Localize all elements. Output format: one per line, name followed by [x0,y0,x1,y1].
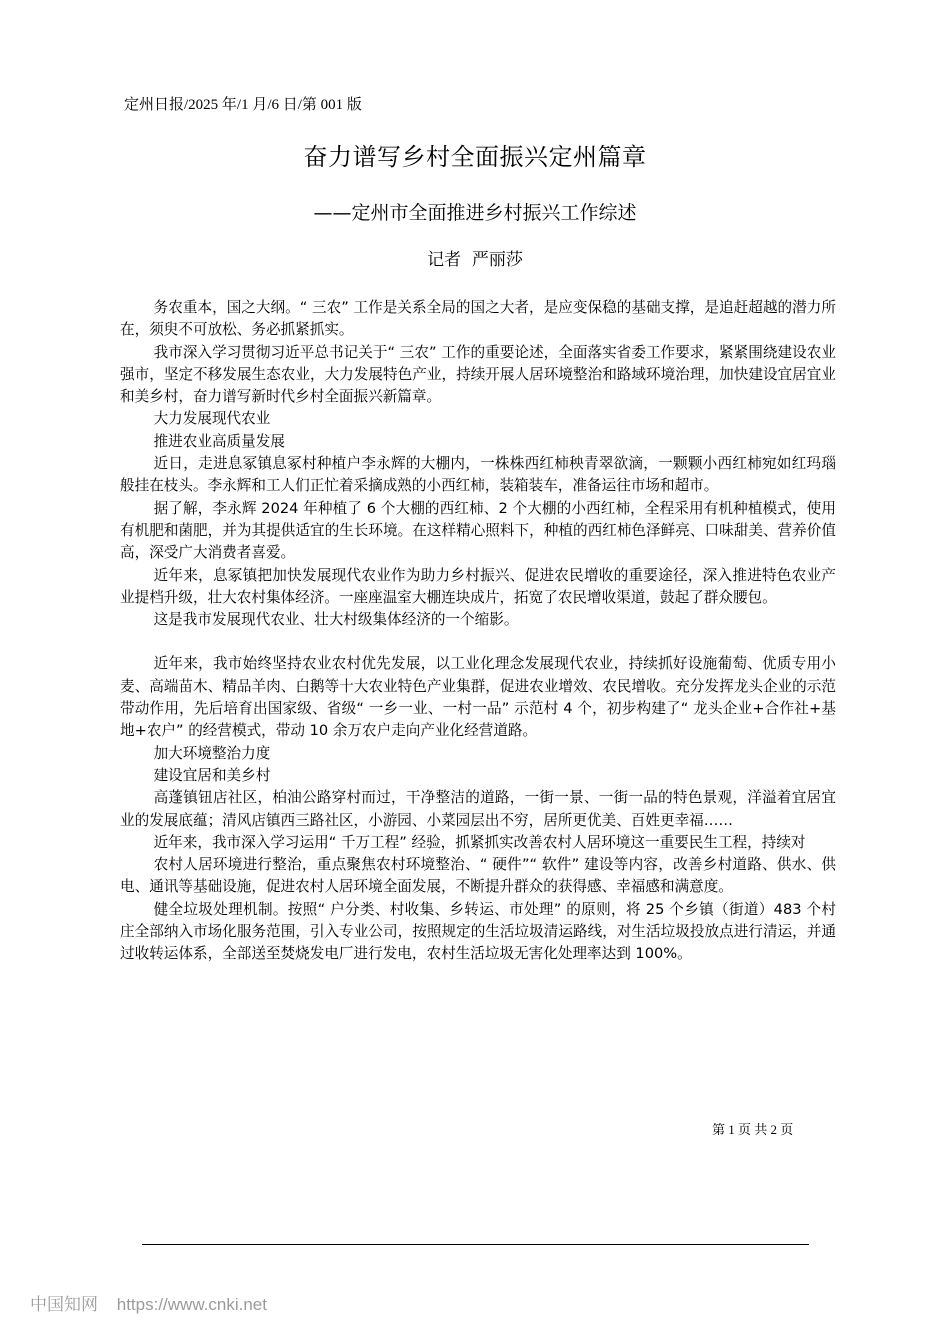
author-byline: 记者 严丽莎 [427,250,523,270]
section-subheading: 建设宜居和美乡村 [153,766,271,784]
section-heading: 加大环境整治力度 [153,744,271,762]
paragraph: 近年来，我市始终坚持农业农村优先发展，以工业化理念发展现代农业，持续抓好设施葡萄、优质专用小麦、高端苗木、精品羊肉、白鹅等十大农业特色产业集群，促进农业增效、农民增收。充分发挥龙头企业的示范带动作用，先后培育出国家级、省级“ 一乡一业、一村一品” 示范村 4 个，初步构建了“ 龙头企业+合作社+基地+农户” 的经营模式，带动 10 余万农户走向产业化经营道路。 [120,655,836,740]
section-subheading: 推进农业高质量发展 [153,432,285,450]
cnki-watermark [30,1294,267,1316]
article-subtitle: ——定州市全面推进乡村振兴工作综述 [313,202,637,224]
article-body [120,297,836,966]
paragraph: 这是我市发展现代农业、壮大村级集体经济的一个缩影。 [153,611,519,629]
watermark-url: https://www.cnki.net [116,1295,267,1314]
watermark-site-name: 中国知网 [30,1295,98,1314]
paragraph: 近年来，我市深入学习运用“ 千万工程” 经验，抓紧抓实改善农村人居环境这一重要民生工程，持续对 [153,833,806,851]
paragraph: 近日，走进息冢镇息冢村种植户李永辉的大棚内，一株株西红柿秧青翠欲滴，一颗颗小西红柿宛如红玛瑙般挂在枝头。李永辉和工人们正忙着采摘成熟的小西红柿，装箱装车，准备运往市场和超市。 [120,455,836,495]
footer-divider [142,1244,809,1245]
paragraph: 我市深入学习贯彻习近平总书记关于“ 三农” 工作的重要论述，全面落实省委工作要求，紧紧围绕建设农业强市，坚定不移发展生态农业，大力发展特色产业，持续开展人居环境整治和路域环境治理，加快建设宜居宜业和美乡村，奋力谱写新时代乡村全面振兴新篇章。 [120,343,836,406]
page-indicator: 第 1 页 共 2 页 [712,1122,794,1137]
paragraph: 近年来，息冢镇把加快发展现代农业作为助力乡村振兴、促进农民增收的重要途径，深入推进特色农业产业提档升级，壮大农村集体经济。一座座温室大棚连块成片，拓宽了农民增收渠道，鼓起了群众腰包。 [120,566,836,606]
source-line: 定州日报/2025 年/1 月/6 日/第 001 版 [124,97,362,113]
paragraph: 据了解，李永辉 2024 年种植了 6 个大棚的西红柿、2 个大棚的小西红柿，全程采用有机种植模式，使用有机肥和菌肥，并为其提供适宜的生长环境。在这样精心照料下，种植的西红柿色泽鲜亮、口味甜美、营养价值高，深受广大消费者喜爱。 [120,499,836,562]
paragraph: 务农重本，国之大纲。“ 三农” 工作是关系全局的国之大者，是应变保稳的基础支撑，是追赶超越的潜力所在，须臾不可放松、务必抓紧抓实。 [120,299,836,339]
article-title: 奋力谱写乡村全面振兴定州篇章 [303,143,647,171]
paragraph: 健全垃圾处理机制。按照“ 户分类、村收集、乡转运、市处理” 的原则，将 25 个乡镇（街道）483 个村庄全部纳入市场化服务范围，引入专业公司，按照规定的生活垃圾清运路线，对生活垃圾投放点进行清运，并通过收转运体系，全部送至焚烧发电厂进行发电，农村生活垃圾无害化处理率达到 100%。 [120,900,836,963]
paragraph: 农村人居环境进行整治，重点聚焦农村环境整治、“ 硬件”“ 软件” 建设等内容，改善乡村道路、供水、供电、通讯等基础设施，促进农村人居环境全面发展，不断提升群众的获得感、幸福感和满意度。 [120,856,836,896]
paragraph: 高蓬镇钮店社区，柏油公路穿村而过，干净整洁的道路，一街一景、一街一品的特色景观，洋溢着宜居宜业的发展底蕴；清风店镇西三路社区，小游园、小菜园层出不穷，居所更优美、百姓更幸福…… [120,789,836,829]
section-heading: 大力发展现代农业 [153,410,271,428]
